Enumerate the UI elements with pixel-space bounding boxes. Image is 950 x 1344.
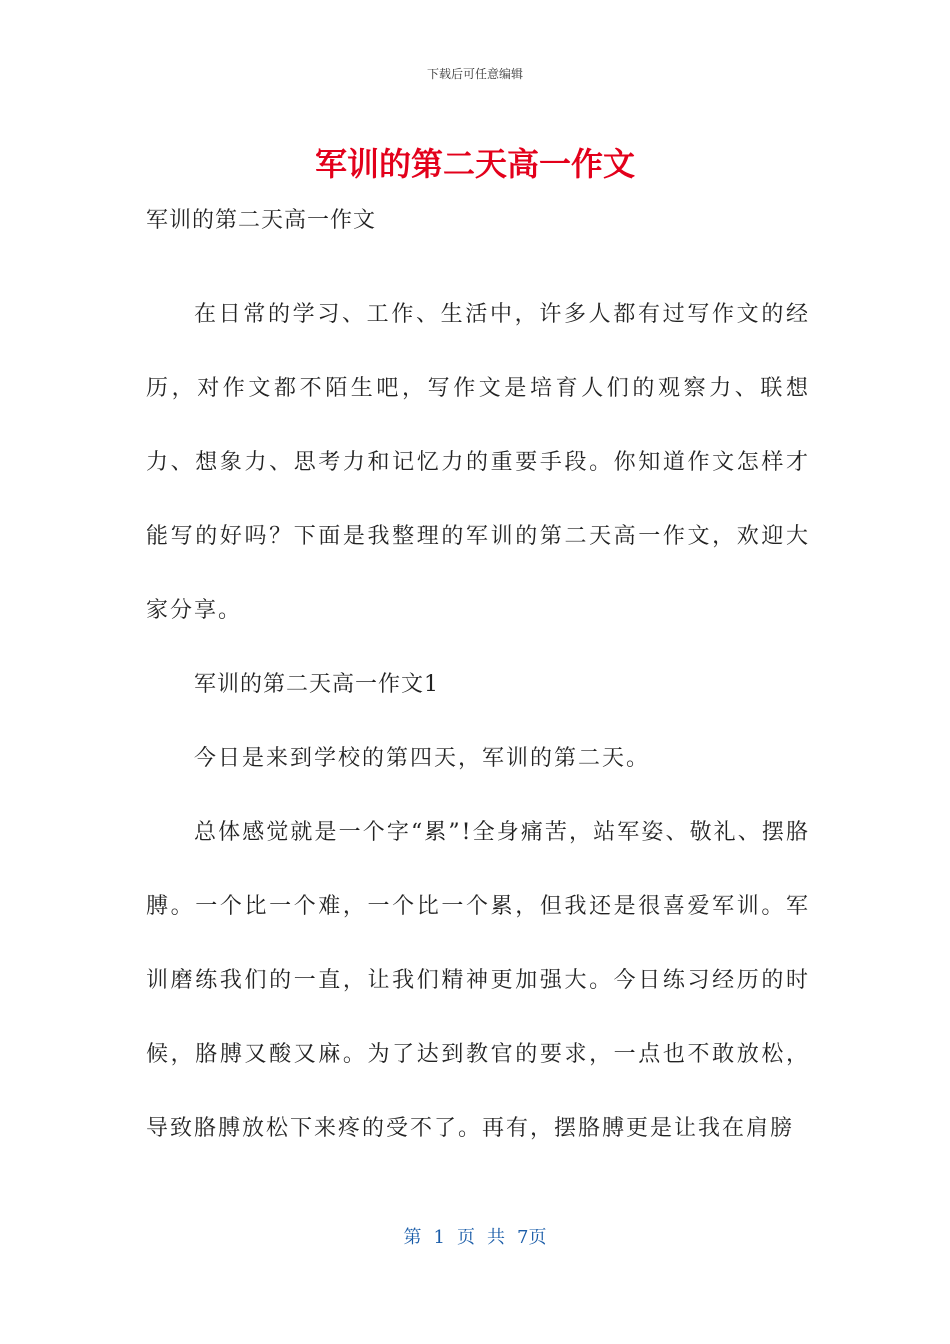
page-header-note: 下载后可任意编辑 (426, 67, 523, 81)
page-footer (0, 1226, 950, 1250)
footer-page-label: 页 (457, 1227, 475, 1248)
footer-current-page: 1 (433, 1227, 445, 1248)
footer-total-label: 共 (487, 1227, 505, 1248)
intro-paragraph: 在日常的学习、工作、生活中，许多人都有过写作文的经历，对作文都不陌生吧，写作文是培育人们的观察力、联想力、想象力、思考力和记忆力的重要手段。你知道作文怎样才能写的好吗？下面是我整理的军训的第二天高一作文，欢迎大家分享。 (146, 302, 810, 623)
document-title: 军训的第二天高一作文 (314, 145, 635, 183)
document-subtitle: 军训的第二天高一作文 (146, 208, 377, 233)
footer-page-prefix: 第 (403, 1227, 422, 1248)
document-body (146, 202, 810, 1166)
body-paragraph-1: 今日是来到学校的第四天，军训的第二天。 (194, 746, 651, 771)
footer-total-pages: 7页 (517, 1227, 547, 1248)
body-paragraph-2: 总体感觉就是一个字“累”!全身痛苦，站军姿、敬礼、摆胳膊。一个比一个难，一个比一个累，但我还是很喜爱军训。军训磨练我们的一直，让我们精神更加强大。今日练习经历的时候，胳膊又酸又麻。为了达到教官的要求，一点也不敢放松，导致胳膊放松下来疼的受不了。再有，摆胳膊更是让我在肩膀 (146, 820, 810, 1141)
section-heading: 军训的第二天高一作文1 (194, 672, 439, 697)
